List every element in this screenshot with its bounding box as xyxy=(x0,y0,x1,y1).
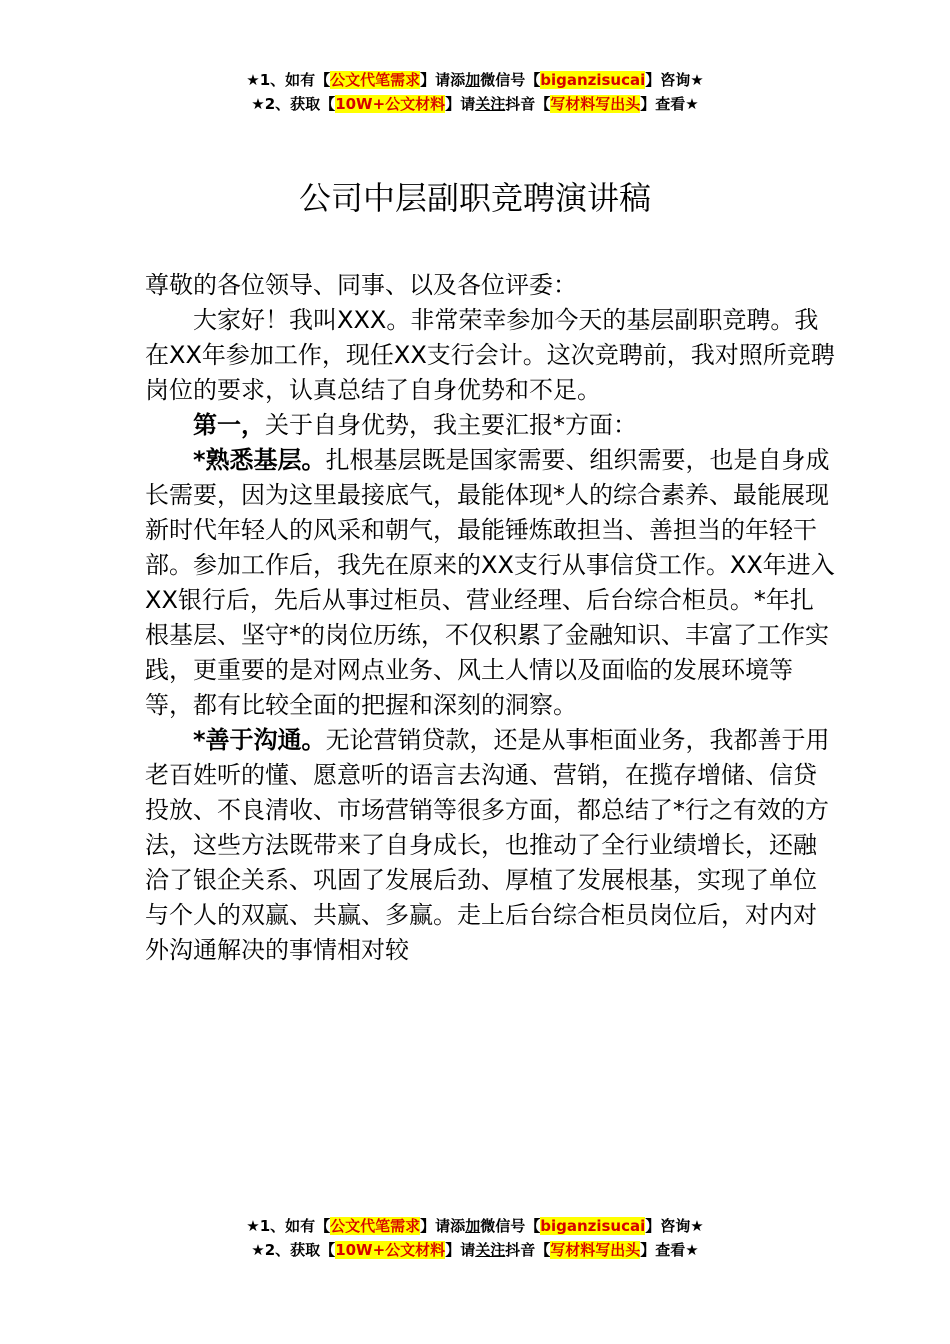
banner-douyin-name: 写材料写出头 xyxy=(550,1241,641,1259)
point-heading: *善于沟通。 xyxy=(193,726,326,754)
paragraph-text: 关于自身优势，我主要汇报*方面： xyxy=(265,411,637,439)
banner-highlight: 10W+公文材料 xyxy=(335,1241,446,1259)
banner-highlight: 公文代笔需求 xyxy=(330,71,421,89)
paragraph-text: 无论营销贷款，还是从事柜面业务，我都善于用老百姓听的懂、愿意听的语言去沟通、营销，在揽存增储、信贷投放、不良清收、市场营销等很多方面，都总结了*行之有效的方法，这些方法既带来了自身成长，也推动了全行业绩增长，还融洽了银企关系、巩固了发展后劲、厚植了发展根基，实现了单位与个人的双赢、共赢、多赢。走上后台综合柜员岗位后，对内对外沟通解决的事情相对较 xyxy=(145,726,830,964)
banner-text: 微信号【 xyxy=(480,1217,541,1235)
banner-text: 】请添 xyxy=(420,71,466,89)
banner-line-2 xyxy=(0,1238,950,1262)
banner-text: ★2、获取【 xyxy=(251,95,336,113)
banner-underlined-text: 加 xyxy=(465,71,481,89)
section-heading: 第一， xyxy=(193,411,265,439)
footer-banner xyxy=(0,1214,950,1262)
paragraph-section-one xyxy=(145,408,835,443)
paragraph-familiar-grassroots xyxy=(145,443,835,723)
document-body xyxy=(145,268,835,968)
banner-wechat-id: biganzisucai xyxy=(540,71,646,89)
banner-text: 微信号【 xyxy=(480,71,541,89)
banner-highlight: 10W+公文材料 xyxy=(335,95,446,113)
banner-text: 抖音【 xyxy=(505,95,551,113)
banner-text: 抖音【 xyxy=(505,1241,551,1259)
banner-line-1 xyxy=(0,68,950,92)
banner-douyin-name: 写材料写出头 xyxy=(550,95,641,113)
paragraph-good-communication xyxy=(145,723,835,968)
banner-text: 】咨询★ xyxy=(645,71,704,89)
banner-underlined-text: 加 xyxy=(465,1217,481,1235)
banner-underlined-text: 关注 xyxy=(475,1241,506,1259)
document-title: 公司中层副职竞聘演讲稿 xyxy=(298,179,651,217)
paragraph-text: 扎根基层既是国家需要、组织需要，也是自身成长需要，因为这里最接底气，最能体现*人的综合素养、最能展现新时代年轻人的风采和朝气，最能锤炼敢担当、善担当的年轻干部。参加工作后，我先在原来的XX支行从事信贷工作。XX年进入XX银行后，先后从事过柜员、营业经理、后台综合柜员。*年扎根基层、坚守*的岗位历练，不仅积累了金融知识、丰富了工作实践，更重要的是对网点业务、风土人情以及面临的发展环境等等，都有比较全面的把握和深刻的洞察。 xyxy=(145,446,835,719)
point-heading: *熟悉基层。 xyxy=(193,446,326,474)
banner-text: 】请 xyxy=(445,1241,476,1259)
banner-text: ★1、如有【 xyxy=(246,1217,331,1235)
banner-line-1 xyxy=(0,1214,950,1238)
paragraph-intro: 大家好！我叫XXX。非常荣幸参加今天的基层副职竞聘。我在XX年参加工作，现任XX支行会计。这次竞聘前，我对照所竞聘岗位的要求，认真总结了自身优势和不足。 xyxy=(145,306,835,404)
banner-wechat-id: biganzisucai xyxy=(540,1217,646,1235)
banner-text: ★2、获取【 xyxy=(251,1241,336,1259)
banner-text: 】请添 xyxy=(420,1217,466,1235)
banner-highlight: 公文代笔需求 xyxy=(330,1217,421,1235)
banner-text: 】查看★ xyxy=(640,95,699,113)
banner-text: 】请 xyxy=(445,95,476,113)
banner-underlined-text: 关注 xyxy=(475,95,506,113)
header-banner xyxy=(0,68,950,116)
banner-text: 】咨询★ xyxy=(645,1217,704,1235)
salutation: 尊敬的各位领导、同事、以及各位评委： xyxy=(145,271,577,299)
banner-text: ★1、如有【 xyxy=(246,71,331,89)
banner-line-2 xyxy=(0,92,950,116)
banner-text: 】查看★ xyxy=(640,1241,699,1259)
